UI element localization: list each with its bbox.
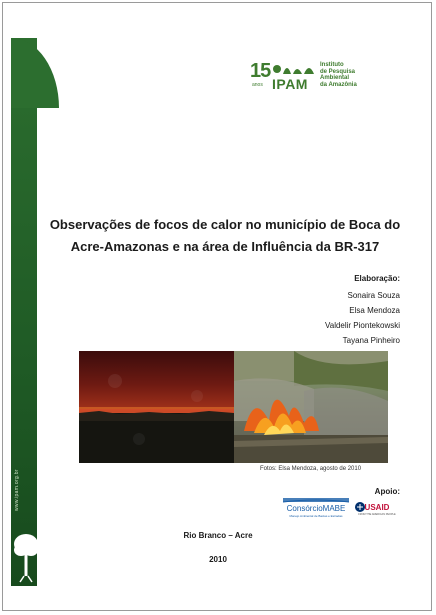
title-line-1: Observações de focos de calor no município de Boca do (49, 217, 401, 232)
support-label: Apoio: (374, 487, 400, 496)
author-name: Sonaira Souza (347, 291, 400, 300)
author-name: Tayana Pinheiro (342, 336, 400, 345)
document-title (40, 214, 410, 258)
ipam-logo (250, 58, 372, 98)
logo-badge-word: anos (252, 82, 263, 88)
publication-place: Rio Branco – Acre (183, 531, 253, 540)
logo-org-name: Instituto de Pesquisa Ambiental da Amazônia (320, 62, 357, 88)
mabe-logo (281, 497, 351, 519)
title-line-2: Acre-Amazonas e na área de Influência da BR-317 (70, 239, 380, 254)
photo-caption: Fotos: Elsa Mendoza, agosto de 2010 (260, 466, 362, 472)
usaid-logo (354, 498, 396, 518)
author-name: Valdelir Piontekowski (325, 321, 400, 330)
photo-night-fire (79, 351, 234, 463)
logo-acronym: IPAM (272, 76, 308, 92)
logo-badge-number: 15 (250, 60, 271, 82)
usaid-name: USAID (364, 503, 390, 512)
photo-grass-fire (234, 351, 388, 463)
mabe-name: ConsórcioMABE (286, 504, 346, 513)
authors-label: Elaboração: (354, 274, 400, 283)
author-name: Elsa Mendoza (349, 306, 400, 315)
publication-year: 2010 (209, 555, 227, 564)
sidebar-url: www.ipam.org.br (14, 469, 20, 511)
mabe-tagline: Manejo Ambiental de Bacias e Estradas (289, 514, 343, 518)
logo-leaves-icon (272, 62, 318, 76)
usaid-tagline: FROM THE AMERICAN PEOPLE (358, 513, 396, 516)
